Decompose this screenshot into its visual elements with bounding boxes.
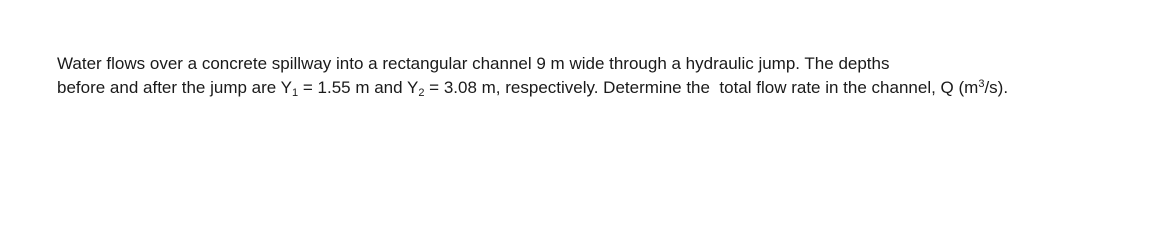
y2-subscript: 2	[418, 87, 425, 99]
unit-superscript: 3	[978, 78, 985, 90]
text-segment: = 3.08 m, respectively. Determine the total flow rate in the channel, Q (m	[424, 78, 979, 97]
text-segment: before and after the jump are Y	[57, 78, 293, 97]
y1-subscript: 1	[292, 87, 299, 99]
problem-line-1: Water flows over a concrete spillway into a rectangular channel 9 m wide through a hydraulic jump. The depths	[57, 54, 890, 73]
text-segment: /s).	[984, 78, 1009, 97]
problem-statement	[57, 52, 1157, 100]
text-segment: = 1.55 m and Y	[298, 78, 419, 97]
problem-line-2	[57, 76, 1157, 100]
